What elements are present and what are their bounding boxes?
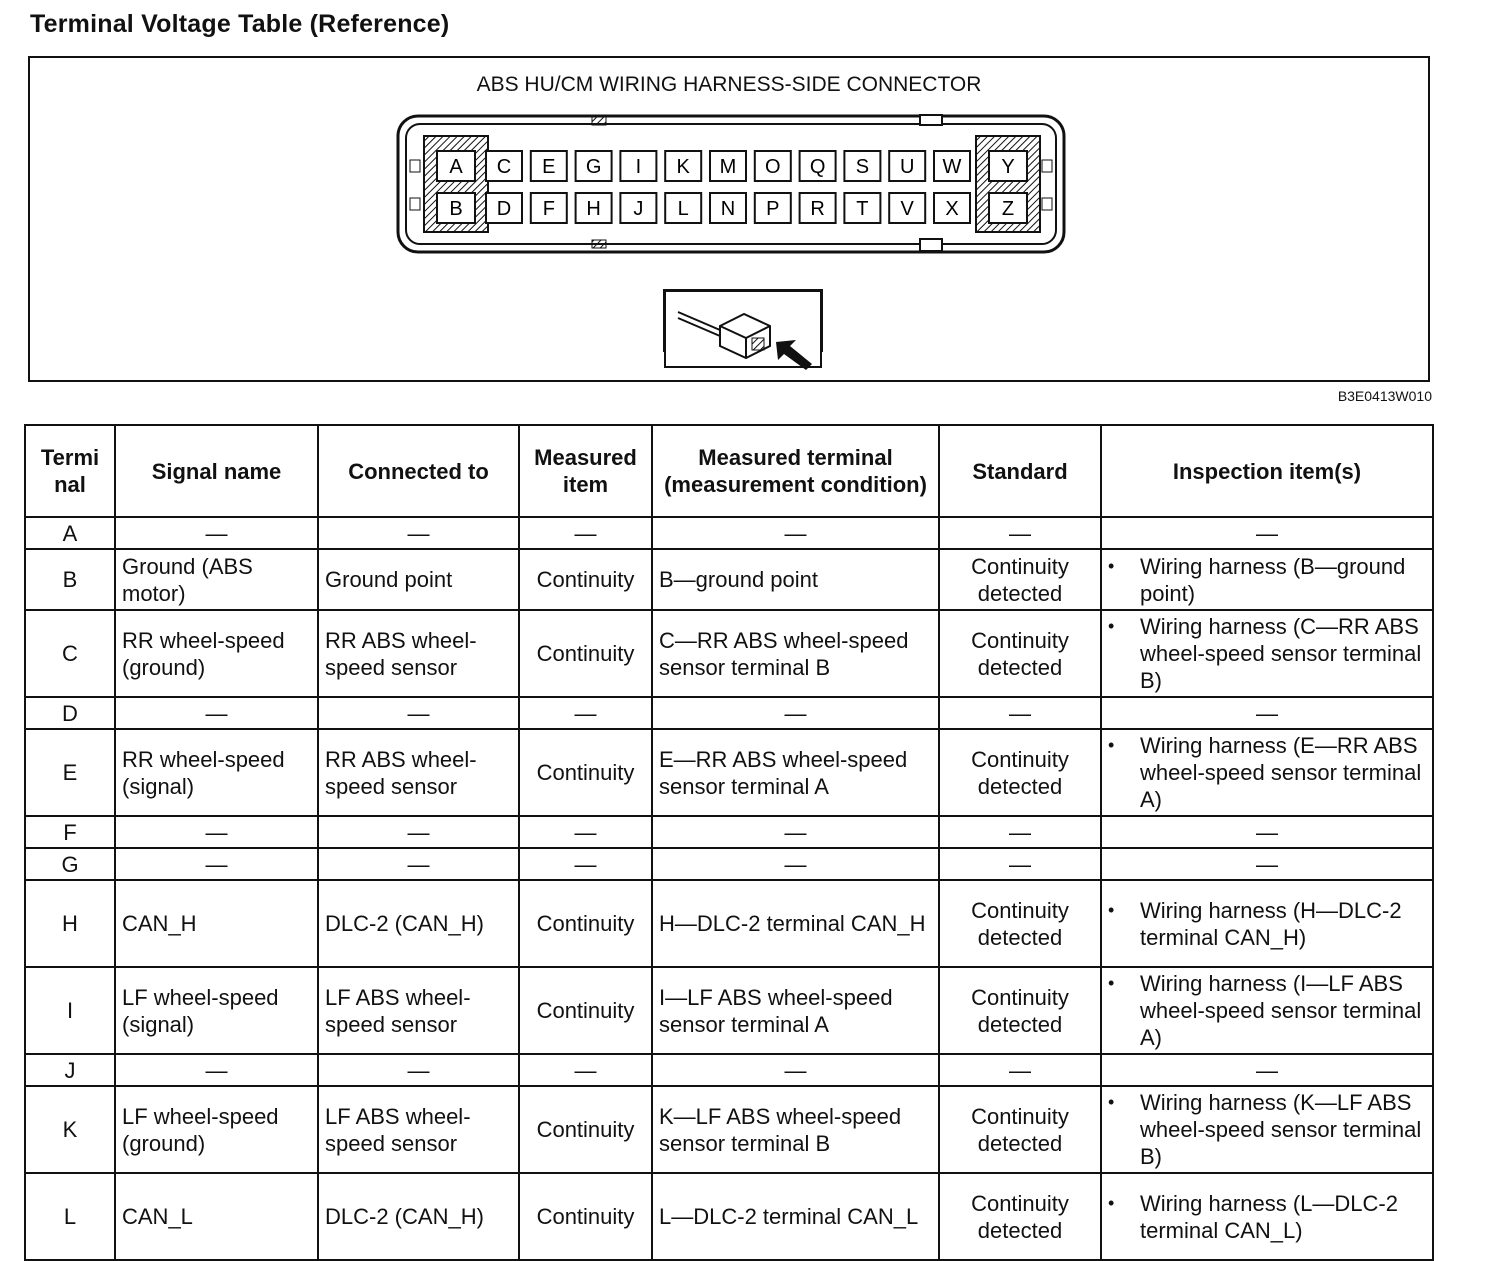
connector-pin-label: B <box>449 198 463 220</box>
table-row <box>25 880 1433 967</box>
header-inspection-items: Inspection item(s) <box>1101 425 1433 517</box>
connector-pin-label: I <box>635 156 642 178</box>
cell-measured-item: — <box>519 848 652 880</box>
connector-pin-label: J <box>633 198 644 220</box>
header-terminal: Termi nal <box>25 425 115 517</box>
cell-measured-item: Continuity <box>519 1173 652 1260</box>
cell-measured-item: Continuity <box>519 1086 652 1173</box>
table-row <box>25 816 1433 848</box>
cell-signal-name: CAN_H <box>115 880 318 967</box>
cell-measured-terminal: C—RR ABS wheel-speed sensor terminal B <box>652 610 939 697</box>
inspection-text: Wiring harness (K—LF ABS wheel-speed sensor terminal B) <box>1140 1090 1422 1169</box>
figure-caption: ABS HU/CM WIRING HARNESS-SIDE CONNECTOR <box>476 73 982 96</box>
cell-connected-to: — <box>318 517 519 549</box>
cell-inspection-items <box>1101 549 1433 610</box>
connector-pin-label: A <box>449 156 463 178</box>
connector-pin-label: R <box>810 198 825 220</box>
cell-inspection-items <box>1101 967 1433 1054</box>
cell-connected-to: — <box>318 1054 519 1086</box>
cell-standard: Continuity detected <box>939 880 1101 967</box>
bullet-icon: • <box>1108 1192 1115 1213</box>
connector-pin-label: F <box>542 198 555 220</box>
connector-pin-label: Z <box>1001 198 1015 220</box>
cell-standard: Continuity detected <box>939 1173 1101 1260</box>
connector-pin-label: M <box>719 156 737 178</box>
page-title: Terminal Voltage Table (Reference) <box>30 10 450 38</box>
cell-measured-item: Continuity <box>519 967 652 1054</box>
cell-signal-name: RR wheel-speed (signal) <box>115 729 318 816</box>
cell-inspection-items: — <box>1101 816 1433 848</box>
connector-pin-label: U <box>899 156 915 178</box>
bullet-icon: • <box>1108 555 1115 576</box>
connector-pin-label: S <box>855 156 870 178</box>
cell-inspection-items: — <box>1101 517 1433 549</box>
cell-signal-name: LF wheel-speed (signal) <box>115 967 318 1054</box>
cell-measured-item: Continuity <box>519 880 652 967</box>
header-measured-terminal: Measured terminal (measurement condition) <box>652 425 939 517</box>
connector-pin-label: T <box>856 198 869 220</box>
terminal-voltage-table <box>24 424 1434 1261</box>
table-row <box>25 549 1433 610</box>
cell-signal-name: — <box>115 517 318 549</box>
cell-standard: Continuity detected <box>939 967 1101 1054</box>
cell-inspection-items <box>1101 729 1433 816</box>
connector-pin-label: W <box>942 156 962 178</box>
cell-inspection-items <box>1101 880 1433 967</box>
cell-measured-item: Continuity <box>519 610 652 697</box>
header-standard: Standard <box>939 425 1101 517</box>
cell-terminal: E <box>25 729 115 816</box>
connector-figure <box>28 56 1430 382</box>
table-row <box>25 697 1433 729</box>
cell-signal-name: — <box>115 697 318 729</box>
cell-terminal: K <box>25 1086 115 1173</box>
cell-standard: Continuity detected <box>939 1086 1101 1173</box>
connector-pin-label: H <box>586 198 601 220</box>
cell-measured-item: Continuity <box>519 549 652 610</box>
header-connected-to: Connected to <box>318 425 519 517</box>
view-direction-icon <box>664 290 824 370</box>
cell-inspection-items: — <box>1101 848 1433 880</box>
cell-standard: — <box>939 1054 1101 1086</box>
bullet-icon: • <box>1108 899 1115 920</box>
connector-pin-label: G <box>585 156 602 178</box>
cell-inspection-items <box>1101 610 1433 697</box>
table-row <box>25 610 1433 697</box>
cell-measured-terminal: — <box>652 816 939 848</box>
cell-standard: Continuity detected <box>939 729 1101 816</box>
connector-pin-label: O <box>765 156 781 178</box>
connector-top-row <box>437 151 1027 181</box>
bullet-icon: • <box>1108 735 1115 755</box>
connector-pin-label: N <box>720 198 736 220</box>
connector-pin-label: K <box>676 156 690 178</box>
cell-measured-terminal: — <box>652 697 939 729</box>
table-row <box>25 848 1433 880</box>
cell-connected-to: — <box>318 848 519 880</box>
table-row <box>25 967 1433 1054</box>
header-measured-item: Measured item <box>519 425 652 517</box>
cell-connected-to: RR ABS wheel-speed sensor <box>318 610 519 697</box>
cell-terminal: F <box>25 816 115 848</box>
connector-pin-label: C <box>496 156 512 178</box>
cell-terminal: J <box>25 1054 115 1086</box>
cell-signal-name: Ground (ABS motor) <box>115 549 318 610</box>
inspection-text: Wiring harness (C—RR ABS wheel-speed sensor terminal B) <box>1140 614 1422 693</box>
bullet-icon: • <box>1108 1092 1115 1112</box>
table-row <box>25 1054 1433 1086</box>
cell-terminal: G <box>25 848 115 880</box>
connector-bottom-row <box>437 193 1027 223</box>
cell-measured-terminal: — <box>652 1054 939 1086</box>
cell-signal-name: RR wheel-speed (ground) <box>115 610 318 697</box>
cell-connected-to: DLC-2 (CAN_H) <box>318 1173 519 1260</box>
cell-signal-name: — <box>115 816 318 848</box>
cell-measured-terminal: — <box>652 848 939 880</box>
cell-inspection-items: — <box>1101 1054 1433 1086</box>
cell-connected-to: LF ABS wheel-speed sensor <box>318 1086 519 1173</box>
table-header-row <box>25 425 1433 517</box>
table-row <box>25 729 1433 816</box>
table-row <box>25 1086 1433 1173</box>
cell-measured-terminal: I—LF ABS wheel-speed sensor terminal A <box>652 967 939 1054</box>
connector-pin-label: L <box>677 198 689 220</box>
cell-connected-to: RR ABS wheel-speed sensor <box>318 729 519 816</box>
cell-standard: Continuity detected <box>939 549 1101 610</box>
cell-measured-terminal: — <box>652 517 939 549</box>
cell-terminal: I <box>25 967 115 1054</box>
cell-signal-name: CAN_L <box>115 1173 318 1260</box>
cell-connected-to: — <box>318 816 519 848</box>
cell-measured-item: — <box>519 1054 652 1086</box>
cell-signal-name: LF wheel-speed (ground) <box>115 1086 318 1173</box>
cell-inspection-items: — <box>1101 697 1433 729</box>
connector-pin-label: D <box>496 198 512 220</box>
connector-pin-label: E <box>542 156 556 178</box>
inspection-text: Wiring harness (L—DLC-2 terminal CAN_L) <box>1140 1190 1398 1243</box>
cell-standard: — <box>939 697 1101 729</box>
table-row <box>25 517 1433 549</box>
cell-connected-to: Ground point <box>318 549 519 610</box>
cell-terminal: L <box>25 1173 115 1260</box>
cell-standard: — <box>939 848 1101 880</box>
cell-standard: Continuity detected <box>939 610 1101 697</box>
cell-terminal: C <box>25 610 115 697</box>
cell-connected-to: LF ABS wheel-speed sensor <box>318 967 519 1054</box>
cell-standard: — <box>939 816 1101 848</box>
connector-pin-label: V <box>900 198 914 220</box>
cell-measured-item: — <box>519 697 652 729</box>
cell-measured-item: — <box>519 517 652 549</box>
cell-terminal: D <box>25 697 115 729</box>
cell-measured-terminal: B—ground point <box>652 549 939 610</box>
cell-measured-item: — <box>519 816 652 848</box>
cell-signal-name: — <box>115 1054 318 1086</box>
cell-terminal: A <box>25 517 115 549</box>
cell-terminal: H <box>25 880 115 967</box>
cell-measured-terminal: H—DLC-2 terminal CAN_H <box>652 880 939 967</box>
cell-connected-to: — <box>318 697 519 729</box>
bullet-icon: • <box>1108 616 1115 636</box>
cell-measured-terminal: K—LF ABS wheel-speed sensor terminal B <box>652 1086 939 1173</box>
cell-measured-terminal: E—RR ABS wheel-speed sensor terminal A <box>652 729 939 816</box>
cell-terminal: B <box>25 549 115 610</box>
inspection-text: Wiring harness (B—ground point) <box>1140 553 1406 606</box>
cell-signal-name: — <box>115 848 318 880</box>
header-signal-name: Signal name <box>115 425 318 517</box>
connector-pin-label: Q <box>809 156 826 178</box>
cell-connected-to: DLC-2 (CAN_H) <box>318 880 519 967</box>
connector-pin-label: X <box>945 198 959 220</box>
cell-inspection-items <box>1101 1086 1433 1173</box>
inspection-text: Wiring harness (E—RR ABS wheel-speed sensor terminal A) <box>1140 733 1422 812</box>
inspection-text: Wiring harness (H—DLC-2 terminal CAN_H) <box>1140 897 1402 950</box>
connector-pin-label: Y <box>1001 156 1015 178</box>
connector-pin-label: P <box>766 198 780 220</box>
cell-measured-item: Continuity <box>519 729 652 816</box>
inspection-text: Wiring harness (I—LF ABS wheel-speed sensor terminal A) <box>1140 971 1422 1050</box>
figure-code: B3E0413W010 <box>1337 388 1432 404</box>
cell-inspection-items <box>1101 1173 1433 1260</box>
bullet-icon: • <box>1108 973 1115 993</box>
cell-standard: — <box>939 517 1101 549</box>
cell-measured-terminal: L—DLC-2 terminal CAN_L <box>652 1173 939 1260</box>
table-row <box>25 1173 1433 1260</box>
